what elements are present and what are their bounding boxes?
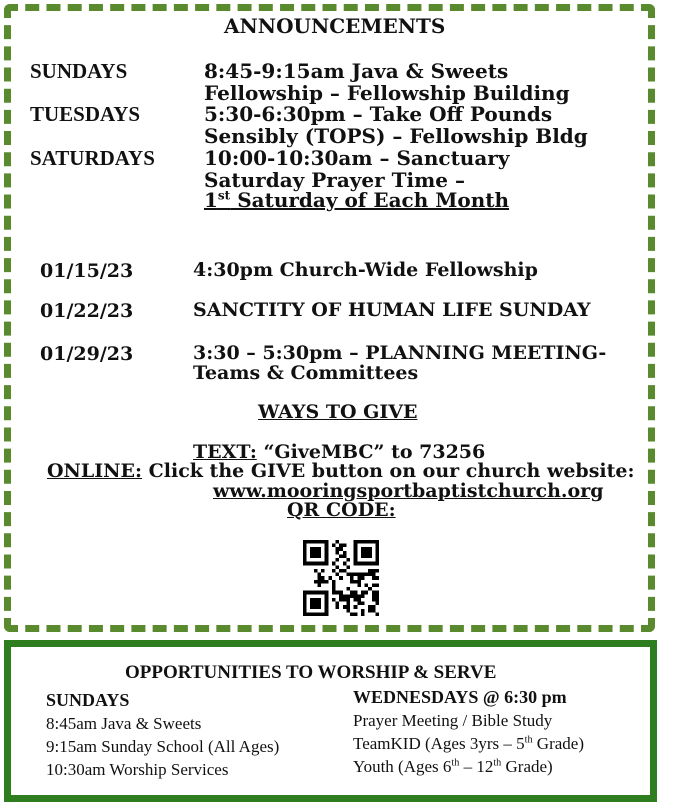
sundays-item: 8:45am Java & Sweets bbox=[46, 714, 202, 733]
wednesdays-item: Prayer Meeting / Bible Study bbox=[353, 711, 553, 730]
give-text-label: TEXT: bbox=[193, 441, 257, 463]
weekly-tuesdays-line2: Sensibly (TOPS) – Fellowship Bldg bbox=[204, 124, 588, 148]
event-text-continued: Teams & Committees bbox=[193, 362, 419, 384]
wednesdays-item: TeamKID (Ages 3yrs – 5th Grade) bbox=[353, 734, 584, 753]
qr-code-image[interactable] bbox=[300, 540, 382, 616]
event-text: 4:30pm Church-Wide Fellowship bbox=[193, 259, 538, 281]
announcements-title: ANNOUNCEMENTS bbox=[224, 14, 446, 38]
weekly-day-tuesdays: TUESDAYS bbox=[30, 102, 141, 126]
worship-title: OPPORTUNITIES TO WORSHIP & SERVE bbox=[125, 662, 497, 683]
wednesdays-heading: WEDNESDAYS @ 6:30 pm bbox=[353, 687, 567, 707]
weekly-saturdays-line1: 10:00-10:30am – Sanctuary bbox=[204, 146, 510, 170]
give-online-label: ONLINE: bbox=[47, 460, 143, 482]
give-online-line bbox=[47, 461, 635, 482]
church-website-link[interactable]: www.mooringsportbaptistchurch.org bbox=[213, 480, 604, 502]
weekly-saturdays-line2: Saturday Prayer Time – bbox=[204, 168, 465, 192]
weekly-tuesdays-line1: 5:30-6:30pm – Take Off Pounds bbox=[204, 102, 553, 126]
sundays-heading: SUNDAYS bbox=[46, 690, 130, 710]
sundays-item: 10:30am Worship Services bbox=[46, 760, 229, 779]
qr-code-label: QR CODE: bbox=[287, 499, 396, 521]
event-date: 01/29/23 bbox=[40, 343, 134, 365]
weekly-sundays-line2: Fellowship – Fellowship Building bbox=[204, 81, 570, 105]
wednesdays-item: Youth (Ages 6th – 12th Grade) bbox=[353, 757, 553, 776]
give-text-value: “GiveMBC” to 73256 bbox=[256, 441, 486, 463]
event-text: SANCTITY OF HUMAN LIFE SUNDAY bbox=[193, 299, 591, 321]
give-online-value: Click the GIVE button on our church website: bbox=[142, 460, 635, 482]
event-date: 01/22/23 bbox=[40, 300, 134, 322]
weekly-day-sundays: SUNDAYS bbox=[30, 59, 128, 83]
event-date: 01/15/23 bbox=[40, 260, 134, 282]
event-text: 3:30 – 5:30pm – PLANNING MEETING- bbox=[193, 342, 607, 364]
weekly-saturdays-note: 1st Saturday of Each Month bbox=[204, 188, 510, 212]
sundays-item: 9:15am Sunday School (All Ages) bbox=[46, 737, 280, 756]
weekly-day-saturdays: SATURDAYS bbox=[30, 146, 155, 170]
weekly-sundays-line1: 8:45-9:15am Java & Sweets bbox=[204, 59, 509, 83]
ways-to-give-title: WAYS TO GIVE bbox=[258, 401, 418, 423]
